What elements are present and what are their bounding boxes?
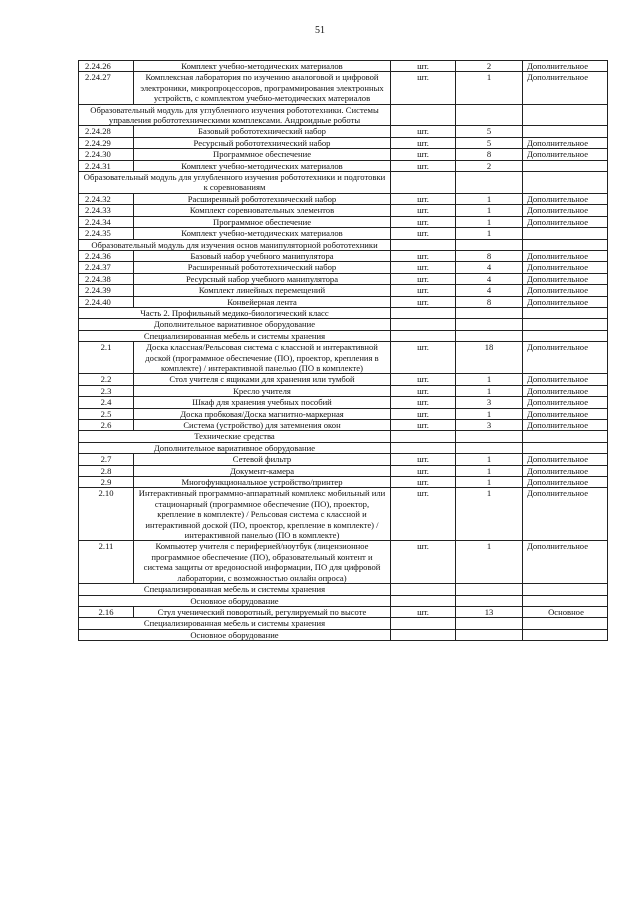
item-number: 2.24.27 — [79, 72, 134, 104]
item-name: Конвейерная лента — [134, 296, 391, 307]
empty-cell — [523, 319, 608, 330]
table-row — [79, 262, 608, 273]
item-number: 2.24.26 — [79, 61, 134, 72]
item-name: Доска классная/Рельсовая система с классной и интерактивной доской (программное обеспечение (ПО), проектор, крепления в комплекте) / интерактивной панелью (ПО в комплекте) — [134, 342, 391, 374]
empty-cell — [391, 442, 456, 453]
item-unit: шт. — [391, 488, 456, 541]
item-name: Система (устройство) для затемнения окон — [134, 420, 391, 431]
empty-cell — [391, 319, 456, 330]
table-row — [79, 72, 608, 104]
section-heading: Специализированная мебель и системы хранения — [79, 584, 391, 595]
section-heading: Основное оборудование — [79, 595, 391, 606]
table-row — [79, 228, 608, 239]
item-name: Доска пробковая/Доска магнитно-маркерная — [134, 408, 391, 419]
empty-cell — [456, 442, 523, 453]
item-type: Дополнительное — [523, 420, 608, 431]
item-unit: шт. — [391, 72, 456, 104]
item-quantity: 1 — [456, 228, 523, 239]
item-type: Дополнительное — [523, 454, 608, 465]
table-row — [79, 216, 608, 227]
table-row — [79, 477, 608, 488]
item-type: Дополнительное — [523, 250, 608, 261]
item-type: Дополнительное — [523, 385, 608, 396]
item-number: 2.24.36 — [79, 250, 134, 261]
section-heading: Специализированная мебель и системы хранения — [79, 330, 391, 341]
item-name: Ресурсный робототехнический набор — [134, 137, 391, 148]
item-quantity: 2 — [456, 160, 523, 171]
item-type: Дополнительное — [523, 61, 608, 72]
empty-cell — [456, 172, 523, 194]
item-name: Интерактивный программно-аппаратный комплекс мобильный или стационарный (программное обеспечение (ПО), проектор, крепление в комплекте) / Рельсовая система с классной и интерактивной доской (ПО, проектор, крепление в комплекте) / интерактивной панелью (ПО в комплекте) — [134, 488, 391, 541]
section-heading: Образовательный модуль для углубленного изучения робототехники и подготовки к соревнованиям — [79, 172, 391, 194]
item-quantity: 5 — [456, 126, 523, 137]
empty-cell — [523, 172, 608, 194]
item-name: Документ-камера — [134, 465, 391, 476]
item-quantity: 5 — [456, 137, 523, 148]
item-unit: шт. — [391, 374, 456, 385]
section-row — [79, 584, 608, 595]
item-unit: шт. — [391, 273, 456, 284]
item-quantity: 1 — [456, 477, 523, 488]
table-row — [79, 342, 608, 374]
empty-cell — [456, 618, 523, 629]
item-quantity: 1 — [456, 541, 523, 584]
table-row — [79, 541, 608, 584]
item-unit: шт. — [391, 408, 456, 419]
item-type: Дополнительное — [523, 541, 608, 584]
item-name: Ресурсный набор учебного манипулятора — [134, 273, 391, 284]
table-row — [79, 465, 608, 476]
item-unit: шт. — [391, 250, 456, 261]
empty-cell — [391, 629, 456, 640]
item-unit: шт. — [391, 137, 456, 148]
section-row — [79, 307, 608, 318]
item-unit: шт. — [391, 216, 456, 227]
empty-cell — [456, 629, 523, 640]
item-quantity: 1 — [456, 193, 523, 204]
empty-cell — [456, 595, 523, 606]
item-name: Комплект линейных перемещений — [134, 285, 391, 296]
item-name: Комплект учебно-методических материалов — [134, 228, 391, 239]
item-type: Дополнительное — [523, 465, 608, 476]
item-quantity: 1 — [456, 72, 523, 104]
item-type: Дополнительное — [523, 273, 608, 284]
item-unit: шт. — [391, 61, 456, 72]
item-quantity: 8 — [456, 296, 523, 307]
empty-cell — [456, 104, 523, 126]
section-heading: Часть 2. Профильный медико-биологический класс — [79, 307, 391, 318]
item-name: Кресло учителя — [134, 385, 391, 396]
item-name: Стул ученический поворотный, регулируемый по высоте — [134, 606, 391, 617]
item-name: Компьютер учителя с периферией/ноутбук (лицензионное программное обеспечение (ПО), образовательный контент и система защиты от вредоносной информации, ПО для цифровой лаборатории, с возможностью онлайн опроса) — [134, 541, 391, 584]
item-number: 2.5 — [79, 408, 134, 419]
section-row — [79, 172, 608, 194]
item-unit: шт. — [391, 541, 456, 584]
item-unit: шт. — [391, 477, 456, 488]
table-row — [79, 488, 608, 541]
item-number: 2.1 — [79, 342, 134, 374]
item-number: 2.24.28 — [79, 126, 134, 137]
empty-cell — [456, 239, 523, 250]
empty-cell — [523, 584, 608, 595]
item-name: Комплект учебно-методических материалов — [134, 160, 391, 171]
item-type: Дополнительное — [523, 488, 608, 541]
section-heading: Дополнительное вариативное оборудование — [79, 442, 391, 453]
item-quantity: 4 — [456, 273, 523, 284]
section-heading: Образовательный модуль для углубленного изучения робототехники. Системы управления робототехническими комплексами. Андроидные роботы — [79, 104, 391, 126]
section-row — [79, 618, 608, 629]
table-row — [79, 420, 608, 431]
section-heading: Дополнительное вариативное оборудование — [79, 319, 391, 330]
item-quantity: 1 — [456, 205, 523, 216]
empty-cell — [523, 595, 608, 606]
item-unit: шт. — [391, 465, 456, 476]
table-row — [79, 137, 608, 148]
table-row — [79, 296, 608, 307]
item-name: Комплект учебно-методических материалов — [134, 61, 391, 72]
table-row — [79, 250, 608, 261]
table-row — [79, 205, 608, 216]
item-type: Дополнительное — [523, 193, 608, 204]
table-row — [79, 160, 608, 171]
item-quantity: 1 — [456, 488, 523, 541]
item-unit: шт. — [391, 454, 456, 465]
item-number: 2.24.32 — [79, 193, 134, 204]
empty-cell — [391, 307, 456, 318]
item-name: Шкаф для хранения учебных пособий — [134, 397, 391, 408]
table-row — [79, 454, 608, 465]
equipment-table — [78, 60, 608, 641]
section-row — [79, 442, 608, 453]
empty-cell — [523, 239, 608, 250]
item-unit: шт. — [391, 397, 456, 408]
item-number: 2.11 — [79, 541, 134, 584]
section-row — [79, 629, 608, 640]
empty-cell — [391, 595, 456, 606]
empty-cell — [523, 307, 608, 318]
empty-cell — [391, 104, 456, 126]
item-unit: шт. — [391, 285, 456, 296]
item-quantity: 1 — [456, 216, 523, 227]
item-number: 2.16 — [79, 606, 134, 617]
item-unit: шт. — [391, 228, 456, 239]
item-number: 2.6 — [79, 420, 134, 431]
table-row — [79, 273, 608, 284]
section-heading: Технические средства — [79, 431, 391, 442]
table-row — [79, 408, 608, 419]
item-quantity: 4 — [456, 262, 523, 273]
table-row — [79, 285, 608, 296]
item-type: Дополнительное — [523, 477, 608, 488]
section-row — [79, 330, 608, 341]
item-number: 2.24.35 — [79, 228, 134, 239]
item-type: Дополнительное — [523, 216, 608, 227]
item-number: 2.2 — [79, 374, 134, 385]
empty-cell — [456, 319, 523, 330]
item-number: 2.24.29 — [79, 137, 134, 148]
section-heading: Специализированная мебель и системы хранения — [79, 618, 391, 629]
item-number: 2.24.38 — [79, 273, 134, 284]
empty-cell — [391, 618, 456, 629]
empty-cell — [391, 239, 456, 250]
item-number: 2.7 — [79, 454, 134, 465]
item-quantity: 3 — [456, 397, 523, 408]
item-type: Дополнительное — [523, 285, 608, 296]
item-name: Стол учителя с ящиками для хранения или тумбой — [134, 374, 391, 385]
section-row — [79, 431, 608, 442]
item-name: Многофункциональное устройство/принтер — [134, 477, 391, 488]
section-heading: Основное оборудование — [79, 629, 391, 640]
item-type: Дополнительное — [523, 72, 608, 104]
empty-cell — [456, 330, 523, 341]
table-row — [79, 149, 608, 160]
item-name: Базовый робототехнический набор — [134, 126, 391, 137]
item-type: Дополнительное — [523, 397, 608, 408]
item-number: 2.24.30 — [79, 149, 134, 160]
section-heading: Образовательный модуль для изучения основ манипуляторной робототехники — [79, 239, 391, 250]
item-number: 2.10 — [79, 488, 134, 541]
item-quantity: 8 — [456, 149, 523, 160]
section-row — [79, 104, 608, 126]
item-type: Дополнительное — [523, 262, 608, 273]
item-type: Основное — [523, 606, 608, 617]
item-quantity: 2 — [456, 61, 523, 72]
item-name: Расширенный робототехнический набор — [134, 262, 391, 273]
item-name: Сетевой фильтр — [134, 454, 391, 465]
table-row — [79, 606, 608, 617]
item-type — [523, 228, 608, 239]
empty-cell — [456, 307, 523, 318]
item-quantity: 1 — [456, 385, 523, 396]
item-number: 2.24.39 — [79, 285, 134, 296]
item-unit: шт. — [391, 606, 456, 617]
item-name: Комплексная лаборатория по изучению аналоговой и цифровой электроники, микропроцессоров, программирования электронных устройств, с комплектом учебно-методических материалов — [134, 72, 391, 104]
table-row — [79, 193, 608, 204]
empty-cell — [523, 330, 608, 341]
item-name: Программное обеспечение — [134, 149, 391, 160]
item-unit: шт. — [391, 385, 456, 396]
empty-cell — [523, 104, 608, 126]
item-type: Дополнительное — [523, 296, 608, 307]
item-unit: шт. — [391, 342, 456, 374]
item-type — [523, 126, 608, 137]
item-unit: шт. — [391, 149, 456, 160]
page-number: 51 — [315, 25, 325, 36]
item-quantity: 1 — [456, 465, 523, 476]
empty-cell — [391, 330, 456, 341]
empty-cell — [391, 172, 456, 194]
item-number: 2.9 — [79, 477, 134, 488]
item-unit: шт. — [391, 205, 456, 216]
empty-cell — [523, 629, 608, 640]
item-quantity: 13 — [456, 606, 523, 617]
item-number: 2.4 — [79, 397, 134, 408]
item-name: Расширенный робототехнический набор — [134, 193, 391, 204]
item-type: Дополнительное — [523, 342, 608, 374]
item-number: 2.24.40 — [79, 296, 134, 307]
section-row — [79, 239, 608, 250]
item-quantity: 1 — [456, 374, 523, 385]
empty-cell — [456, 584, 523, 595]
section-row — [79, 319, 608, 330]
item-number: 2.24.33 — [79, 205, 134, 216]
item-number: 2.8 — [79, 465, 134, 476]
item-unit: шт. — [391, 262, 456, 273]
item-quantity: 8 — [456, 250, 523, 261]
table-row — [79, 61, 608, 72]
empty-cell — [391, 431, 456, 442]
item-type: Дополнительное — [523, 408, 608, 419]
table-row — [79, 126, 608, 137]
item-type: Дополнительное — [523, 205, 608, 216]
item-type: Дополнительное — [523, 374, 608, 385]
item-number: 2.24.31 — [79, 160, 134, 171]
item-unit: шт. — [391, 160, 456, 171]
item-name: Комплект соревновательных элементов — [134, 205, 391, 216]
section-row — [79, 595, 608, 606]
empty-cell — [523, 431, 608, 442]
item-name: Программное обеспечение — [134, 216, 391, 227]
item-number: 2.3 — [79, 385, 134, 396]
item-unit: шт. — [391, 296, 456, 307]
table-row — [79, 374, 608, 385]
item-quantity: 1 — [456, 454, 523, 465]
item-type — [523, 160, 608, 171]
table-row — [79, 397, 608, 408]
item-number: 2.24.37 — [79, 262, 134, 273]
empty-cell — [391, 584, 456, 595]
item-unit: шт. — [391, 126, 456, 137]
item-name: Базовый набор учебного манипулятора — [134, 250, 391, 261]
empty-cell — [456, 431, 523, 442]
item-quantity: 1 — [456, 408, 523, 419]
item-quantity: 4 — [456, 285, 523, 296]
item-quantity: 18 — [456, 342, 523, 374]
item-type: Дополнительное — [523, 149, 608, 160]
item-unit: шт. — [391, 193, 456, 204]
item-quantity: 3 — [456, 420, 523, 431]
empty-cell — [523, 618, 608, 629]
item-type: Дополнительное — [523, 137, 608, 148]
empty-cell — [523, 442, 608, 453]
table-row — [79, 385, 608, 396]
item-unit: шт. — [391, 420, 456, 431]
item-number: 2.24.34 — [79, 216, 134, 227]
